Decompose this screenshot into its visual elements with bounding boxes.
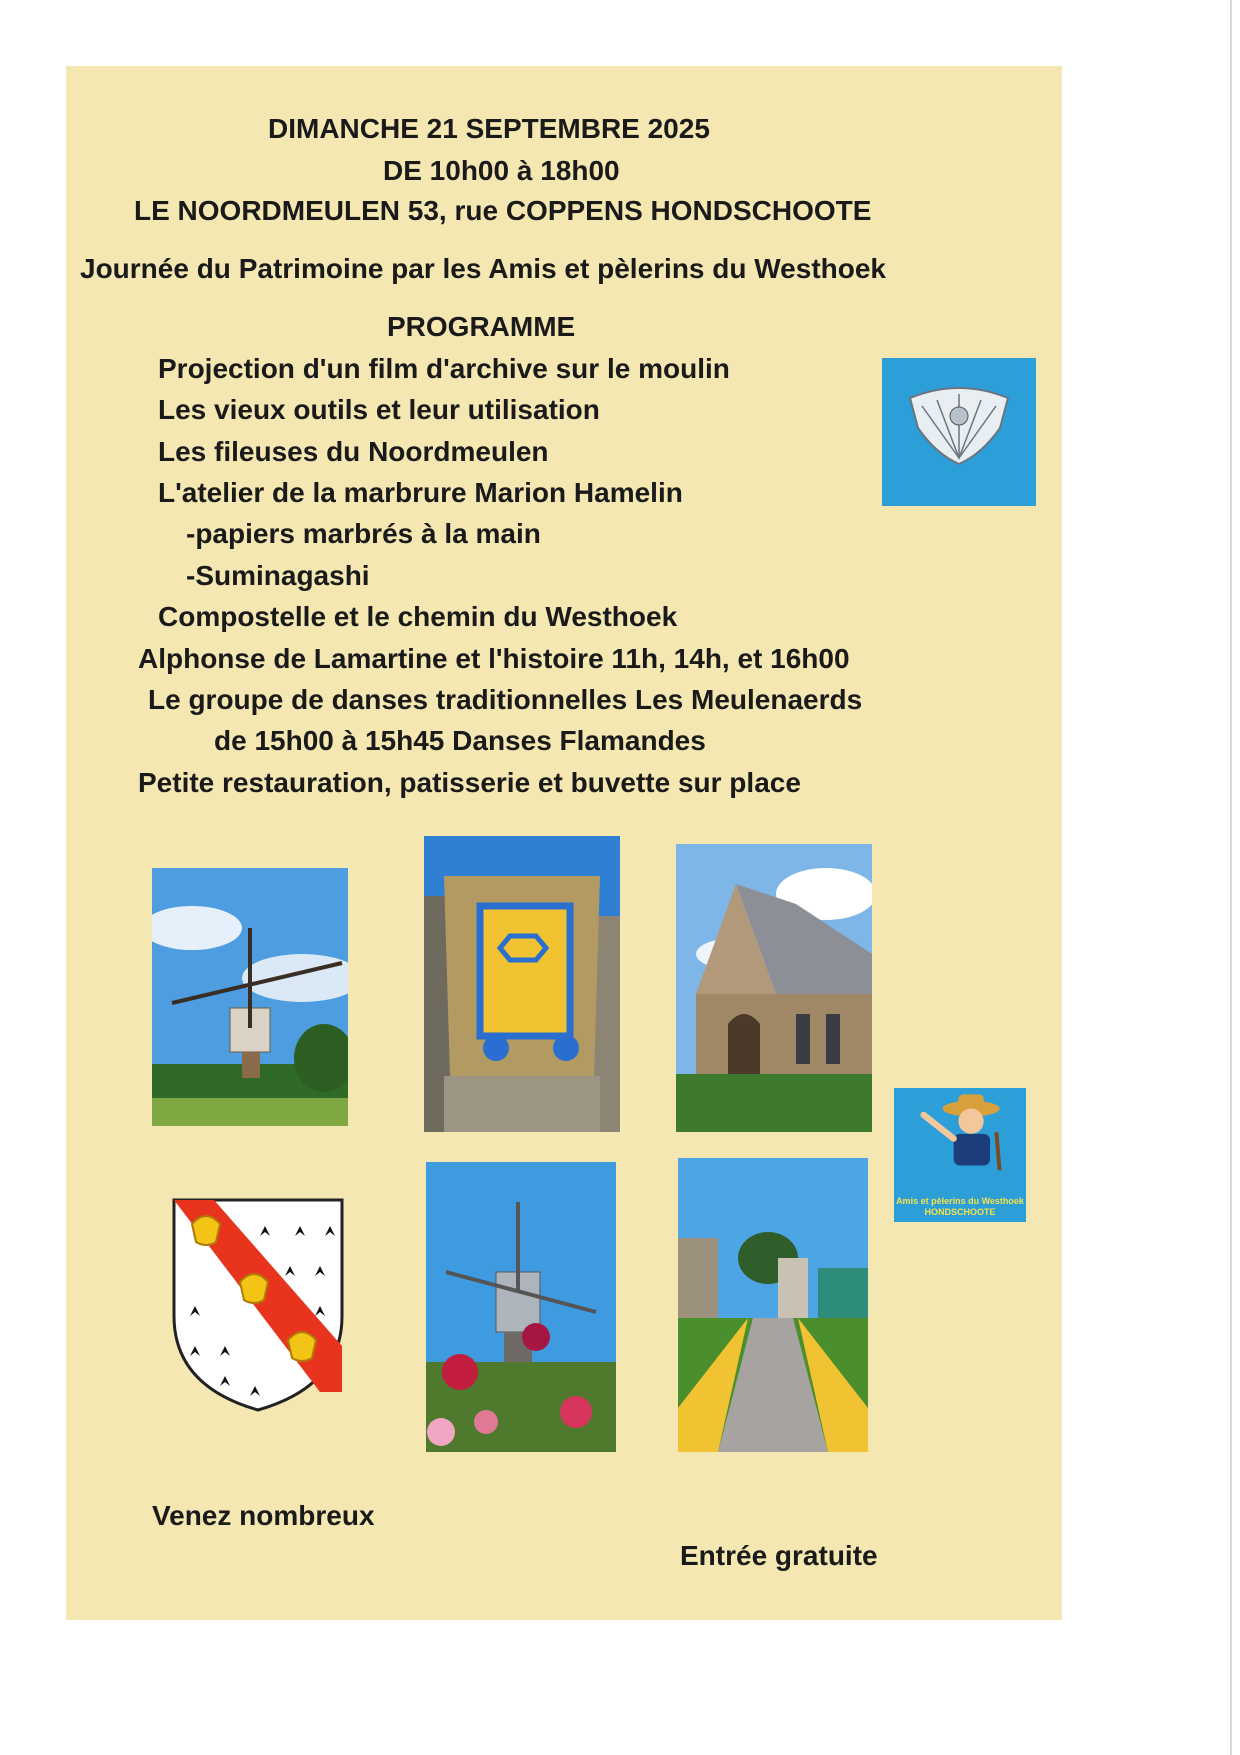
programme-item: Les fileuses du Noordmeulen: [158, 436, 549, 467]
programme-item: Les vieux outils et leur utilisation: [158, 394, 600, 425]
club-logo-badge: [882, 358, 1036, 506]
event-subtitle: Journée du Patrimoine par les Amis et pèlerins du Westhoek: [80, 253, 886, 284]
footer-free-entry: Entrée gratuite: [680, 1540, 878, 1571]
church-photo: [676, 844, 872, 1132]
event-date: DIMANCHE 21 SEPTEMBRE 2025: [268, 113, 710, 144]
footer-invitation: Venez nombreux: [152, 1500, 375, 1531]
programme-subitem: -papiers marbrés à la main: [186, 518, 541, 549]
poster: [66, 66, 1062, 1620]
windmill-photo: [152, 868, 348, 1126]
scallop-shell-logo: [882, 358, 1036, 506]
programme-heading: PROGRAMME: [387, 311, 576, 342]
programme-item: Compostelle et le chemin du Westhoek: [158, 601, 678, 632]
coat-of-arms: [170, 1196, 346, 1414]
garden-statue-photo: [678, 1158, 868, 1452]
programme-item: Projection d'un film d'archive sur le moulin: [158, 353, 730, 384]
programme-item: L'atelier de la marbrure Marion Hamelin: [158, 477, 683, 508]
programme-item: Petite restauration, patisserie et buvette sur place: [138, 767, 801, 798]
programme-item: Alphonse de Lamartine et l'histoire 11h, 14h, et 16h00: [138, 643, 850, 674]
windmill-flowers-photo: [426, 1162, 616, 1452]
programme-item: Le groupe de danses traditionnelles Les Meulenaerds: [148, 684, 863, 715]
badge-association: Amis et pèlerins du Westhoek: [896, 1196, 1024, 1206]
scan-edge: [1230, 0, 1232, 1755]
event-hours: DE 10h00 à 18h00: [383, 155, 620, 186]
programme-subitem: -Suminagashi: [186, 560, 370, 591]
programme-item: de 15h00 à 15h45 Danses Flamandes: [214, 725, 706, 756]
fountain-photo: [424, 836, 620, 1132]
pilgrim-mascot-icon: [894, 1088, 1026, 1194]
event-address: LE NOORDMEULEN 53, rue COPPENS HONDSCHOOTE: [134, 195, 872, 226]
badge-town: HONDSCHOOTE: [924, 1207, 996, 1217]
mascot-badge: [894, 1088, 1026, 1222]
